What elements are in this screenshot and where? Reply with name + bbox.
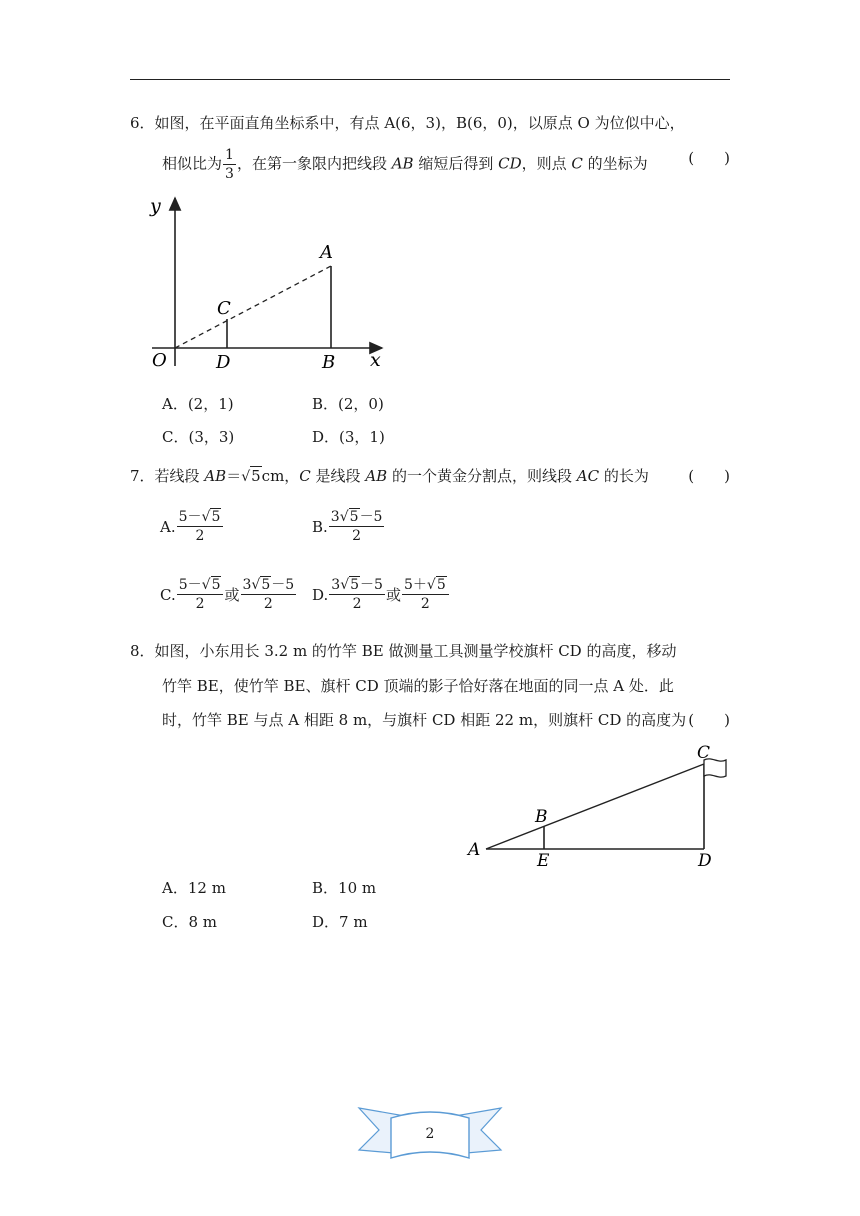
q8-option-b[interactable]: B．10 m [312,879,377,897]
q7-d1-denominator: 2 [352,596,362,612]
q7-sqrt-5-radicand: 5 [251,467,261,485]
sqrt-icon: √ [201,577,211,593]
sqrt-icon: √ [201,509,211,525]
q7-text-6: 的长为 [599,467,649,485]
q7-c2-num-radicand: 5 [261,577,271,593]
q6-label-b: B [322,352,336,373]
q7-c2-denominator: 2 [263,596,273,612]
q6-text-2d: ，则点 [521,154,572,173]
q6-label-d: D [216,352,231,373]
q7-b-denominator: 2 [352,528,362,544]
q6-point-c: C [571,154,583,173]
sqrt-icon: √ [426,577,436,593]
q6-text-2a: 相似比为 [162,154,223,173]
q6-option-a[interactable]: A．(2，1) [162,395,234,413]
q8-label-b: B [535,807,548,827]
q7-option-d-label: D. [312,585,329,604]
q7-answer-paren: ( ) [688,467,730,485]
sqrt-icon: √ [251,577,261,593]
q6-segment-ab: AB [391,154,414,173]
q7-text-3: cm， [261,467,300,485]
q7-c-or: 或 [224,586,240,604]
q8-option-c[interactable]: C．8 m [162,913,218,931]
q6-number: 6． [130,114,155,132]
q6-label-o: O [152,350,167,371]
q8-answer-paren: ( ) [688,711,730,729]
q6-label-c: C [217,298,231,319]
q7-option-b-label: B. [312,517,328,536]
q7-option-b-fraction [329,510,385,543]
page-number: 2 [425,1126,435,1142]
q8-label-a: A [468,840,481,860]
q8-text-2: 竹竿 BE，使竹竿 BE、旗杆 CD 顶端的影子恰好落在地面的同一点 A 处．此 [162,677,674,695]
q6-option-b[interactable]: B．(2，0) [312,395,384,413]
q6-text-1: 如图，在平面直角坐标系中，有点 A(6，3)，B(6，0)，以原点 O 为位似中心， [154,114,685,132]
q7-a-num-radicand: 5 [211,509,221,525]
q7-b-num-radicand: 5 [349,509,359,525]
q8-line-3 [162,710,730,730]
q8-shadow-line-ac [486,764,704,849]
q6-text-2c: 缩短后得到 [413,154,499,173]
q7-option-c-fraction-2 [241,578,297,611]
q7-option-c[interactable] [160,578,297,611]
sqrt-icon: √ [339,509,349,525]
q7-c2-num-post: －5 [271,577,295,593]
q7-c1-denominator: 2 [195,596,205,612]
q7-sqrt-5 [241,466,261,487]
q7-d1-num-pre: 3 [331,577,341,593]
q7-b-num-post: －5 [359,509,383,525]
q6-ratio-fraction [223,148,236,181]
q6-label-x: x [370,349,381,371]
q7-option-d[interactable] [312,578,450,611]
q7-segment-ac: AC [576,467,600,485]
q7-c1-num-pre: 5－ [178,577,202,593]
q7-segment-ab: AB [204,467,227,485]
q8-flagpole-figure [460,738,740,873]
q6-label-y: y [150,195,161,217]
q7-text-1: 若线段 [154,467,205,485]
q6-segment-oa-dashed [175,266,331,348]
q6-text-2b: ，在第一象限内把线段 [236,154,392,173]
q6-label-a: A [320,242,333,263]
q7-d2-num-pre: 5＋ [403,577,427,593]
q7-text-5: 的一个黄金分割点，则线段 [387,467,577,485]
q8-text-1: 如图，小东用长 3.2 m 的竹竿 BE 做测量工具测量学校旗杆 CD 的高度，移动 [154,642,677,660]
q7-a-denominator: 2 [195,528,205,544]
q8-text-3: 时，竹竿 BE 与点 A 相距 8 m，与旗杆 CD 相距 22 m，则旗杆 CD 的高度为 [162,711,687,729]
q7-d2-num-radicand: 5 [436,577,446,593]
q7-text-4: 是线段 [310,467,366,485]
q6-line-2 [162,148,730,181]
q7-option-d-fraction-1 [329,578,385,611]
q6-coordinate-figure [140,188,400,378]
q7-b-num-pre: 3 [330,509,340,525]
q7-option-a-fraction [177,510,224,543]
q8-number: 8． [130,642,155,660]
q7-stem [130,466,730,487]
sqrt-icon: √ [241,469,251,485]
q6-option-d[interactable]: D．(3，1) [312,428,385,446]
q6-text-2e: 的坐标为 [582,154,648,173]
q7-segment-ab-2: AB [365,467,388,485]
q7-option-c-fraction-1 [177,578,224,611]
q6-option-c[interactable]: C．(3，3) [162,428,235,446]
q7-c1-num-radicand: 5 [211,577,221,593]
q6-line-1 [130,113,730,133]
q7-text-2: ＝ [226,467,242,485]
q7-option-d-fraction-2 [402,578,449,611]
q8-label-e: E [537,851,550,871]
sqrt-icon: √ [340,577,350,593]
q6-segment-cd: CD [498,154,522,173]
header-rule [130,79,730,80]
q6-answer-paren: ( ) [688,149,730,167]
q7-option-c-label: C. [160,585,176,604]
q6-ratio-numerator: 1 [225,147,234,163]
q7-c2-num-pre: 3 [242,577,252,593]
q8-label-d: D [698,851,712,871]
q7-d2-denominator: 2 [420,596,430,612]
q7-number: 7． [130,467,155,485]
q7-d1-num-post: －5 [360,577,383,593]
q7-point-c: C [299,467,311,485]
q8-option-a[interactable]: A．12 m [162,879,226,897]
q7-d1-num-radicand: 5 [350,577,360,593]
q7-d-or: 或 [385,586,401,604]
q6-ratio-denominator: 3 [225,166,234,182]
q7-option-a-label: A. [160,517,176,536]
q7-option-b[interactable] [312,510,385,543]
q7-option-a[interactable] [160,510,224,543]
q8-label-c: C [697,743,711,763]
q7-a-num-pre: 5－ [178,509,202,525]
q8-line-1 [130,641,730,661]
q8-option-d[interactable]: D．7 m [312,913,368,931]
